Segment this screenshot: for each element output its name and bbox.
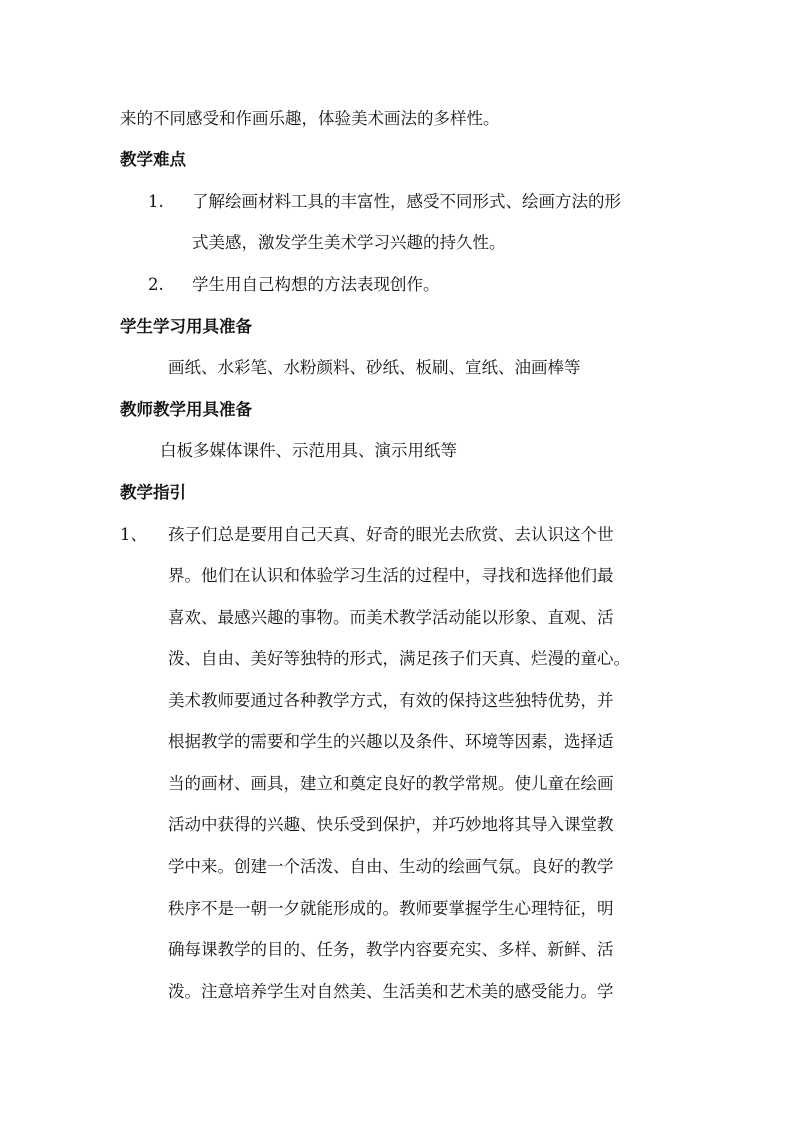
guidance-line-6: 根据教学的需要和学生的兴趣以及条件、环境等因素，选择适: [168, 732, 614, 751]
intro-continuation: 来的不同感受和作画乐趣，体验美术画法的多样性。: [120, 109, 500, 128]
student-tools-heading: 学生学习用具准备: [120, 317, 252, 336]
teacher-tools-heading: 教师教学用具准备: [120, 400, 252, 419]
guidance-line-9: 学中来。创建一个活泼、自由、生动的绘画气氛。良好的教学: [168, 857, 614, 876]
guidance-line-3: 喜欢、最感兴趣的事物。而美术教学活动能以形象、直观、活: [168, 608, 614, 627]
difficulty-1-line-2: 式美感，激发学生美术学习兴趣的持久性。: [192, 233, 506, 252]
guidance-line-1: 孩子们总是要用自己天真、好奇的眼光去欣赏、去认识这个世: [168, 525, 614, 544]
difficulty-1-line-1: 了解绘画材料工具的丰富性，感受不同形式、绘画方法的形: [192, 192, 621, 211]
guidance-line-8: 活动中获得的兴趣、快乐受到保护，并巧妙地将其导入课堂教: [168, 815, 614, 834]
guidance-line-4: 泼、自由、美好等独特的形式，满足孩子们天真、烂漫的童心。: [168, 649, 630, 668]
teacher-tools-text: 白板多媒体课件、示范用具、演示用纸等: [160, 441, 457, 460]
difficulties-heading: 教学难点: [120, 150, 186, 169]
guidance-line-11: 确每课教学的目的、任务，教学内容要充实、多样、新鲜、活: [168, 940, 614, 959]
difficulty-2-line-1: 学生用自己构想的方法表现创作。: [192, 275, 440, 294]
guidance-line-2: 界。他们在认识和体验学习生活的过程中，寻找和选择他们最: [168, 566, 614, 585]
guidance-1-number: 1、: [120, 525, 147, 544]
guidance-line-5: 美术教师要通过各种教学方式，有效的保持这些独特优势，并: [168, 691, 614, 710]
student-tools-text: 画纸、水彩笔、水粉颜料、砂纸、板刷、宣纸、油画棒等: [168, 358, 581, 377]
difficulty-1-number: 1.: [148, 192, 164, 211]
guidance-line-10: 秩序不是一朝一夕就能形成的。教师要掌握学生心理特征，明: [168, 899, 614, 918]
guidance-heading: 教学指引: [120, 483, 186, 502]
guidance-line-7: 当的画材、画具，建立和奠定良好的教学常规。使儿童在绘画: [168, 774, 614, 793]
difficulty-2-number: 2.: [148, 275, 164, 294]
guidance-line-12: 泼。注意培养学生对自然美、生活美和艺术美的感受能力。学: [168, 982, 614, 1001]
